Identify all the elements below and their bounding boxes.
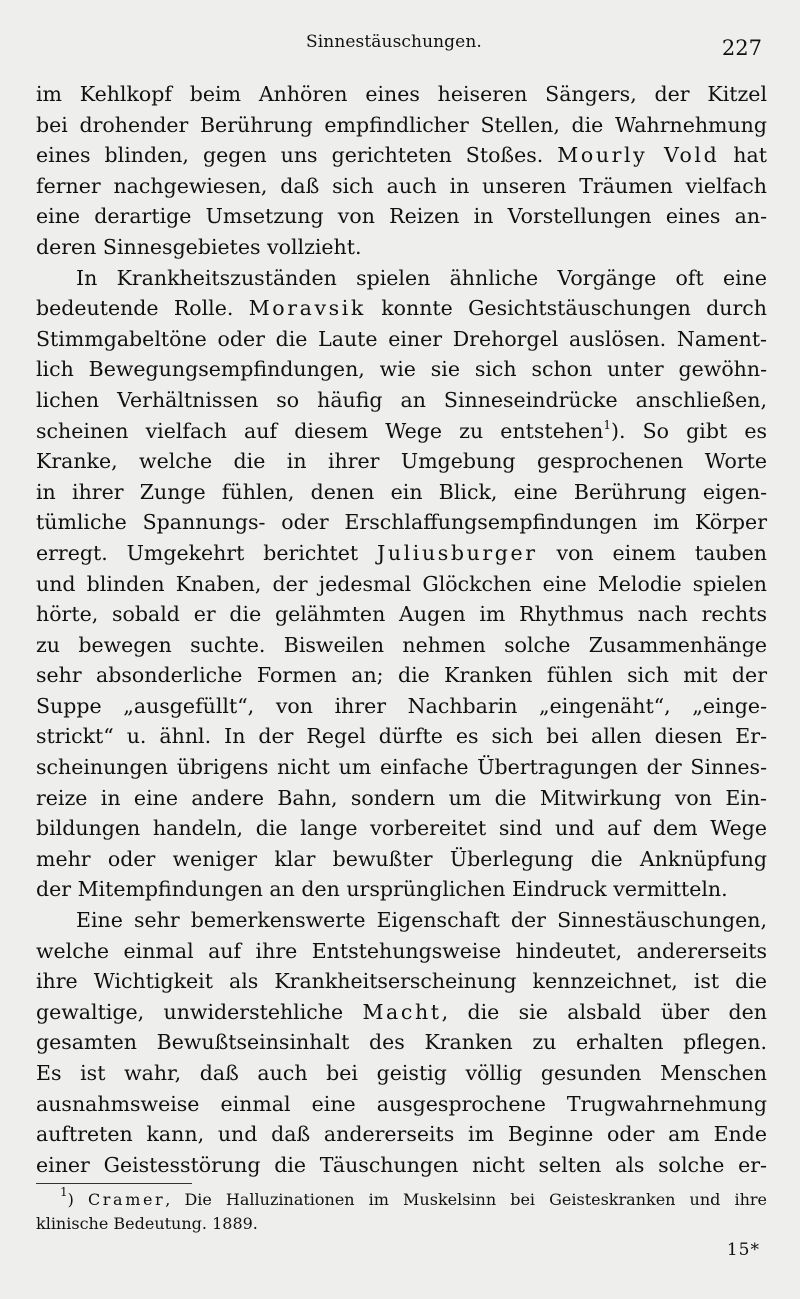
text-line: scheinungen übrigens nicht um einfache Übertragungen der Sinnes-	[36, 755, 767, 780]
running-head: Sinnestäuschungen.	[306, 32, 482, 52]
page-number: 227	[721, 36, 762, 60]
text-line: im Kehlkopf beim Anhören eines heiseren Sängers, der Kitzel	[36, 82, 767, 106]
author-name: Mourly Vold	[557, 143, 720, 168]
text-line: gewaltige, unwiderstehliche Macht, die sie alsbald über den	[36, 999, 767, 1024]
footnote-ref: 1	[603, 417, 611, 432]
text-line: erregt. Umgekehrt berichtet Juliusburger von einem tauben	[36, 540, 767, 565]
author-name: Moravsik	[248, 296, 366, 321]
text-line: deren Sinnesgebietes vollzieht.	[36, 234, 362, 259]
text-line: einer Geistesstörung die Täuschungen nicht selten als solche er-	[36, 1152, 767, 1177]
text-line: und blinden Knaben, der jedesmal Glöckchen eine Melodie spielen	[36, 571, 767, 596]
body-text	[36, 79, 767, 1180]
text-line: mehr oder weniger klar bewußter Überlegung die Anknüpfung	[36, 846, 767, 871]
footnote-author: Cramer	[87, 1190, 166, 1209]
page-header	[0, 28, 800, 64]
text-line: gesamten Bewußtseinsinhalt des Kranken zu erhalten pflegen.	[36, 1030, 767, 1055]
text-line: ausnahmsweise einmal eine ausgesprochene Trugwahrnehmung	[36, 1091, 767, 1116]
text-line: lichen Verhältnissen so häufig an Sinneseindrücke anschließen,	[36, 387, 767, 412]
paragraph-start: Eine sehr bemerkenswerte Eigenschaft der Sinnestäuschungen,	[76, 908, 767, 933]
author-name: Juliusburger	[377, 540, 538, 565]
text-line: bildungen handeln, die lange vorbereitet sind und auf dem Wege	[36, 816, 767, 841]
text-line: Kranke, welche die in ihrer Umgebung gesprochenen Worte	[36, 449, 767, 474]
footnote-line: $^1$) Cramer, Die Halluzinationen im Muskelsinn bei Geisteskranken und ihre	[60, 1185, 767, 1209]
text-line: zu bewegen suchte. Bisweilen nehmen solche Zusammenhänge	[36, 632, 767, 657]
text-line: Es ist wahr, daß auch bei geistig völlig gesunden Menschen	[36, 1061, 767, 1085]
text-line: bedeutende Rolle. Moravsik konnte Gesichtstäuschungen durch	[36, 296, 767, 321]
text-line: bei drohender Berührung empfindlicher Stellen, die Wahrnehmung	[36, 112, 767, 137]
text-line: tümliche Spannungs- oder Erschlaffungsempfindungen im Körper	[36, 510, 767, 535]
text-line: reize in eine andere Bahn, sondern um die Mitwirkung von Ein-	[36, 785, 767, 810]
text-line: lich Bewegungsempfindungen, wie sie sich schon unter gewöhn-	[36, 357, 767, 382]
text-line: scheinen vielfach auf diesem Wege zu entstehen$^1$). So gibt es	[36, 417, 767, 443]
text-line: Stimmgabeltöne oder die Laute einer Drehorgel auslösen. Nament-	[36, 326, 767, 351]
text-line: Suppe „ausgefüllt“, von ihrer Nachbarin „eingenäht“, „einge-	[36, 693, 767, 718]
paragraph-start: In Krankheitszuständen spielen ähnliche Vorgänge oft eine	[76, 265, 767, 290]
footnote-marker: 1	[60, 1185, 68, 1199]
text-line: sehr absonderliche Formen an; die Kranken fühlen sich mit der	[36, 663, 767, 688]
text-line: eine derartige Umsetzung von Reizen in Vorstellungen eines an-	[36, 204, 767, 229]
text-line: der Mitempfindungen an den ursprünglichen Eindruck vermitteln.	[36, 877, 728, 902]
text-line: welche einmal auf ihre Entstehungsweise hindeutet, andererseits	[36, 938, 767, 963]
text-line: in ihrer Zunge fühlen, denen ein Blick, eine Berührung eigen-	[36, 479, 767, 504]
text-line: auftreten kann, und daß andererseits im Beginne oder am Ende	[36, 1122, 767, 1147]
text-line: hörte, sobald er die gelähmten Augen im Rhythmus nach rechts	[36, 602, 767, 627]
text-line: eines blinden, gegen uns gerichteten Stoßes. Mourly Vold hat	[36, 143, 767, 168]
emphasis: Macht	[362, 999, 442, 1024]
text-line: ihre Wichtigkeit als Krankheitserscheinung kennzeichnet, ist die	[36, 969, 767, 994]
text-line: strickt“ u. ähnl. In der Regel dürfte es sich bei allen diesen Er-	[36, 724, 767, 749]
text-line: ferner nachgewiesen, daß sich auch in unseren Träumen vielfach	[36, 173, 767, 198]
signature-mark: 15*	[726, 1240, 760, 1260]
footnote	[36, 1185, 767, 1236]
footnote-rule	[36, 1183, 192, 1184]
footnote-line: klinische Bedeutung. 1889.	[36, 1214, 258, 1233]
